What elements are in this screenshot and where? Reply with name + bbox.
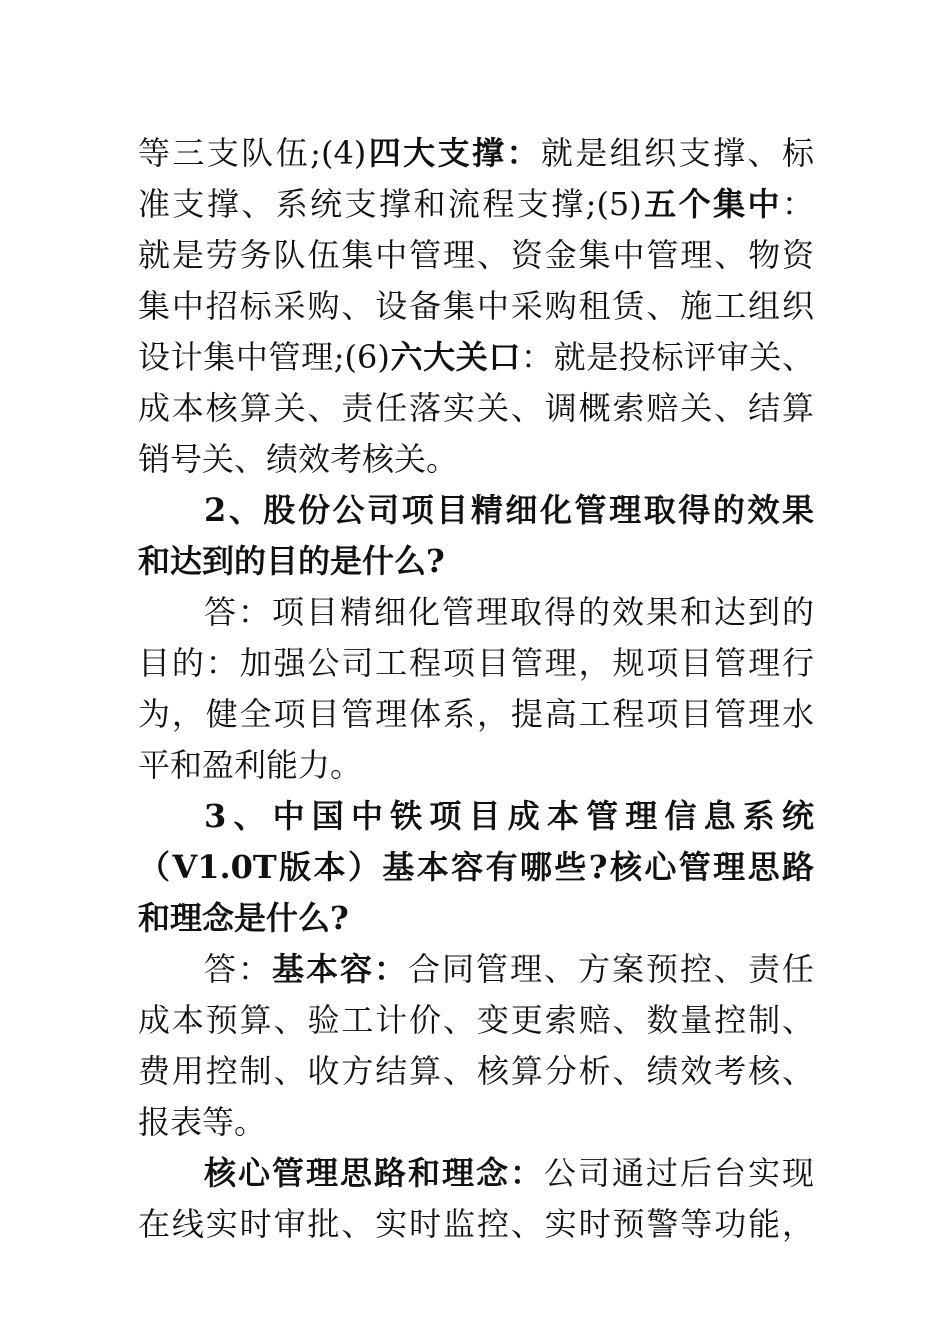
text-line (138, 1148, 814, 1199)
text-line: 成本核算关、责任落实关、调概索赔关、结算 (138, 389, 814, 427)
text-line (138, 332, 814, 383)
text-line (138, 128, 814, 179)
bold-term: 基本容： (272, 950, 408, 988)
text-run: 答： (204, 950, 272, 988)
text-run: ： (781, 185, 814, 223)
text-line: 报表等。 (138, 1103, 267, 1141)
text-run: 公司通过后台实现 (543, 1154, 814, 1192)
text-run: ：就是投标评审关、 (520, 338, 814, 376)
text-run: 合同管理、方案预控、责任 (408, 950, 814, 988)
document-page (138, 128, 814, 1250)
text-run: 等三支队伍;(4) (138, 134, 367, 172)
text-line: 集中招标采购、设备集中采购租赁、施工组织 (138, 287, 814, 325)
bold-term: 五个集中 (641, 185, 782, 223)
text-line (138, 179, 814, 230)
text-line (138, 944, 814, 995)
text-line: 费用控制、收方结算、核算分析、绩效考核、 (138, 1052, 814, 1090)
bold-term: 六大关口 (389, 338, 521, 376)
text-line: 目的：加强公司工程项目管理，规项目管理行 (138, 644, 814, 682)
bold-term: 四大支撑： (366, 134, 541, 172)
text-line: 平和盈利能力。 (138, 746, 363, 784)
question-heading: 和理念是什么? (138, 899, 349, 937)
question-heading: （V1.0T版本）基本容有哪些?核心管理思路 (138, 848, 814, 886)
bold-term: 核心管理思路和理念： (204, 1154, 544, 1192)
text-run: 就是组织支撑、标 (540, 134, 814, 172)
text-line: 答：项目精细化管理取得的效果和达到的 (204, 593, 814, 631)
text-line: 就是劳务队伍集中管理、资金集中管理、物资 (138, 236, 814, 274)
text-run: 准支撑、系统支撑和流程支撑;(5) (138, 185, 642, 223)
text-line: 为，健全项目管理体系，提高工程项目管理水 (138, 695, 814, 733)
question-heading: 和达到的目的是什么? (138, 542, 445, 580)
question-heading: 3、中国中铁项目成本管理信息系统 (204, 797, 814, 835)
text-line: 销号关、绩效考核关。 (138, 440, 459, 478)
question-heading: 2、股份公司项目精细化管理取得的效果 (204, 491, 814, 529)
text-line: 在线实时审批、实时监控、实时预警等功能， (138, 1205, 814, 1243)
text-line: 成本预算、验工计价、变更索赔、数量控制、 (138, 1001, 814, 1039)
text-run: 设计集中管理;(6) (138, 338, 390, 376)
